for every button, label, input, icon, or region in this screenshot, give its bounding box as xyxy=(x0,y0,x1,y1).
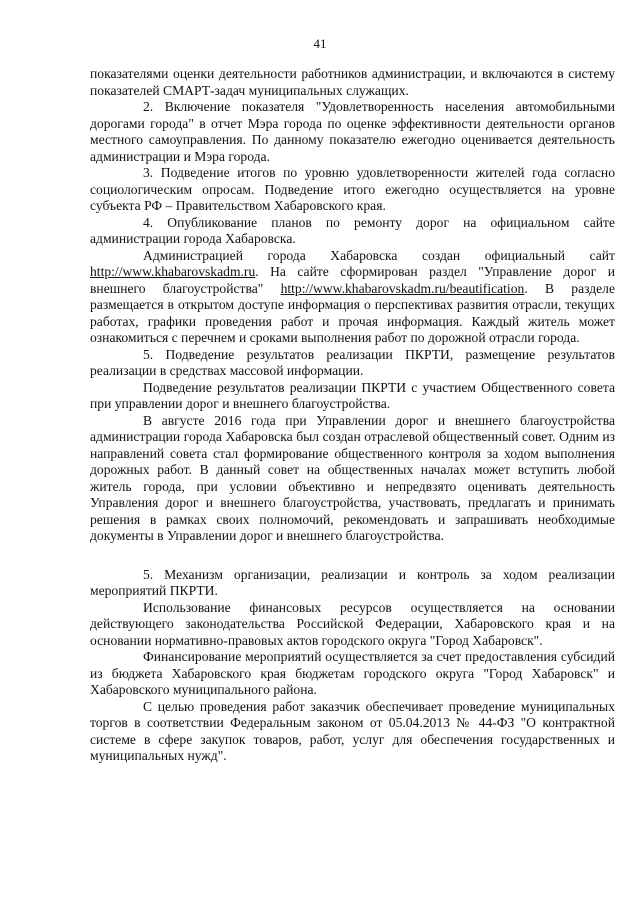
section-heading-mechanism: 5. Механизм организации, реализации и контроль за ходом реализации мероприятий ПКРТИ. xyxy=(90,566,615,598)
paragraph-smart-tasks: показателями оценки деятельности работников администрации, и включаются в систему показателей СМАРТ-задач муниципальных служащих. xyxy=(90,66,615,98)
site-text-3: . В разделе размещается в открытом доступе информация о перспективах развития отрасли, текущих работах, графики проведения работ и прочая информация. Каждый житель может ознакомиться с перечнем и сроками выполнения работ по дорожной отрасли города. xyxy=(90,280,615,345)
paragraph-official-site xyxy=(90,248,615,347)
site-text-1: Администрацией города Хабаровска создан официальный сайт xyxy=(143,247,615,263)
paragraph-item-5-results: 5. Подведение результатов реализации ПКРТИ, размещение результатов реализации в средствах массовой информации. xyxy=(90,346,615,378)
site-link-beautification[interactable]: http://www.khabarovskadm.ru/beautification xyxy=(280,280,525,296)
paragraph-public-council: Подведение результатов реализации ПКРТИ с участием Общественного совета при управлении дорог и внешнего благоустройства. xyxy=(90,379,615,411)
paragraph-item-4: 4. Опубликование планов по ремонту дорог на официальном сайте администрации города Хабаровска. xyxy=(90,214,615,246)
paragraph-august-2016: В августе 2016 года при Управлении дорог и внешнего благоустройства администрации города Хабаровска был создан отраслевой общественный совет. Одним из направлений совета стал формирование общественного контроля за ходом выполнения дорожных работ. В данный совет на общественных началах может вступить любой житель города, при условии объективно и непредвзято оценивать деятельность Управления дорог и внешнего благоустройства, участвовать, предлагать и принимать решения в рамках своих полномочий, рекомендовать и запрашивать необходимые документы в Управлении дорог и внешнего благоустройства. xyxy=(90,412,615,543)
paragraph-financing: Финансирование мероприятий осуществляется за счет предоставления субсидий из бюджета Хабаровского края бюджетам городского округа "Город Хабаровск" и Хабаровского муниципального района. xyxy=(90,649,615,697)
paragraph-item-3: 3. Подведение итогов по уровню удовлетворенности жителей года согласно социологическим опросам. Подведение итого ежегодно осуществляется на уровне субъекта РФ – Правительством Хабаровского края. xyxy=(90,165,615,213)
paragraph-procurement: С целью проведения работ заказчик обеспечивает проведение муниципальных торгов в соответствии Федеральным законом от 05.04.2013 № 44-ФЗ "О контрактной системе в сфере закупок товаров, работ, услуг для обеспечения государственных и муниципальных нужд". xyxy=(90,698,615,763)
site-text-2: . На сайте сформирован раздел "Управление дорог и внешнего благоустройства" xyxy=(90,264,615,296)
site-link-main[interactable]: http://www.khabarovskadm.ru xyxy=(90,264,256,279)
paragraph-item-2: 2. Включение показателя "Удовлетворенность населения автомобильными дорогами города" в отчет Мэра города по оценке эффективности деятельности органов местного самоуправления. По данному показателю ежегодно оценивается деятельность администрации и Мэра города. xyxy=(90,99,615,164)
paragraph-financial-resources: Использование финансовых ресурсов осуществляется на основании действующего законодательства Российской Федерации, Хабаровского края и на основании нормативно-правовых актов городского округа "Город Хабаровск". xyxy=(90,599,615,648)
page-number: 41 xyxy=(313,36,327,51)
document-body xyxy=(90,66,615,765)
